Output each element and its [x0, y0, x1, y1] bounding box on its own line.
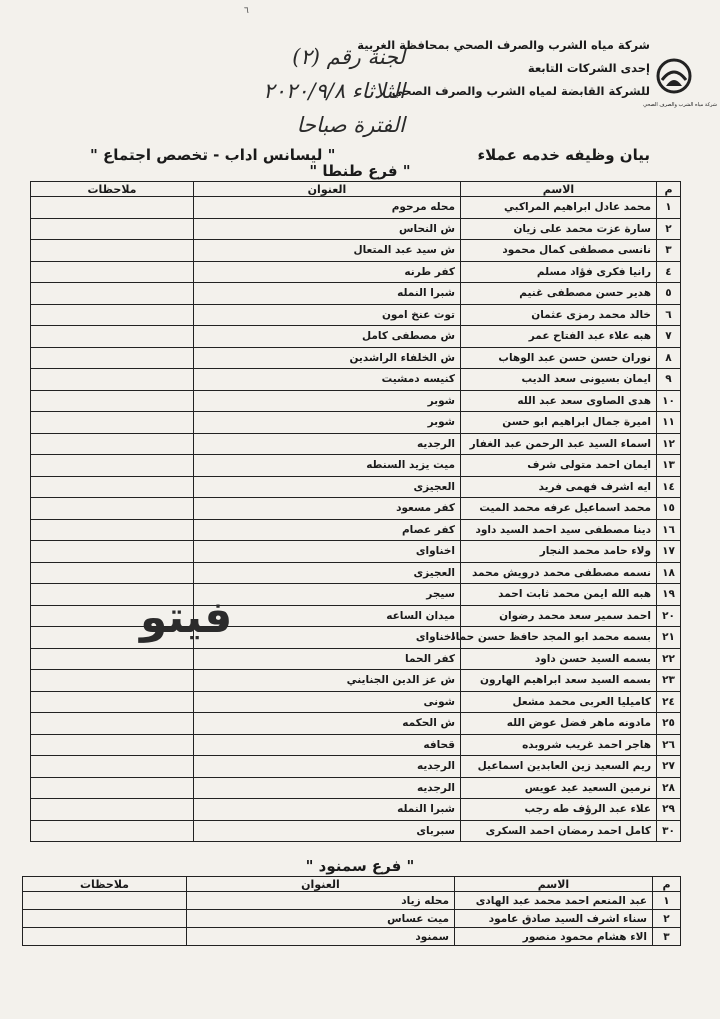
tanta-table-body [31, 197, 681, 842]
row-number: ١٠ [657, 390, 681, 412]
row-notes [31, 347, 194, 369]
header-notes: ملاحظات [23, 877, 187, 892]
row-name: سناء اشرف السيد صادق عامود [455, 910, 653, 928]
table-row [31, 519, 681, 541]
header-num: م [657, 182, 681, 197]
row-name: مادونه ماهر فضل عوض الله [461, 713, 657, 735]
row-number: ١٦ [657, 519, 681, 541]
row-notes [31, 369, 194, 391]
row-name: نسمه مصطفى محمد درويش محمد [461, 562, 657, 584]
row-name: محمد عادل ابراهيم المراكبي [461, 197, 657, 219]
branch-tanta-title: " فرع طنطا " [309, 162, 411, 180]
logo-text: شركة مياه الشرب والصرف الصحي [643, 102, 717, 108]
row-notes [31, 691, 194, 713]
row-address: اخناواى [194, 627, 461, 649]
row-number: ٩ [657, 369, 681, 391]
table-row [31, 562, 681, 584]
company-logo [643, 52, 717, 112]
row-address: ش الخلفاء الراشدين [194, 347, 461, 369]
samanoud-table-body [23, 892, 681, 946]
row-notes [31, 261, 194, 283]
handwritten-date: الثلاثاء ٢٠٢٠/٩/٨ [263, 79, 405, 103]
table-row [31, 455, 681, 477]
row-notes [31, 562, 194, 584]
table-row [31, 283, 681, 305]
row-name: اسماء السيد عبد الرحمن عبد الغفار [461, 433, 657, 455]
row-number: ٣ [657, 240, 681, 262]
org-line-2: إحدى الشركات التابعة [527, 61, 650, 75]
row-name: بسمه السيد سعد ابراهيم الهارون [461, 670, 657, 692]
tanta-table [30, 181, 681, 842]
row-number: ٢ [657, 218, 681, 240]
table-row [31, 347, 681, 369]
table-row [31, 670, 681, 692]
row-number: ١ [653, 892, 681, 910]
page-mark: ٦ [244, 6, 249, 16]
row-number: ٢٠ [657, 605, 681, 627]
row-number: ١٥ [657, 498, 681, 520]
row-number: ٢٥ [657, 713, 681, 735]
row-number: ١٧ [657, 541, 681, 563]
row-notes [31, 304, 194, 326]
table-row [31, 390, 681, 412]
row-notes [31, 390, 194, 412]
row-number: ١٤ [657, 476, 681, 498]
row-notes [31, 648, 194, 670]
row-number: ٢ [653, 910, 681, 928]
row-notes [23, 892, 187, 910]
row-name: علاء عبد الرؤف طه رجب [461, 799, 657, 821]
row-notes [31, 670, 194, 692]
row-number: ٢١ [657, 627, 681, 649]
row-name: هبه علاء عبد الفتاح عمر [461, 326, 657, 348]
row-name: هدى الصاوى سعد عبد الله [461, 390, 657, 412]
row-notes [23, 928, 187, 946]
row-number: ٥ [657, 283, 681, 305]
row-name: سارة عزت محمد على زيان [461, 218, 657, 240]
row-address: قحافه [194, 734, 461, 756]
row-address: شونى [194, 691, 461, 713]
row-name: دينا مصطفى سيد احمد السيد داود [461, 519, 657, 541]
org-line-1: شركة مياه الشرب والصرف الصحي بمحافظة الغربية [357, 38, 650, 52]
table-row [31, 476, 681, 498]
table-row [31, 218, 681, 240]
row-name: ايمان احمد متولى شرف [461, 455, 657, 477]
branch-samanoud-title: " فرع سمنود " [305, 857, 415, 875]
table-row [31, 433, 681, 455]
row-address: كفر عصام [194, 519, 461, 541]
handwritten-session: الفترة صباحا [296, 113, 405, 137]
row-address: سمنود [187, 928, 455, 946]
row-name: عبد المنعم احمد محمد عبد الهادى [455, 892, 653, 910]
row-number: ١١ [657, 412, 681, 434]
row-number: ١٣ [657, 455, 681, 477]
header-address: العنوان [194, 182, 461, 197]
table-row [31, 369, 681, 391]
row-notes [31, 476, 194, 498]
row-name: ريم السعيد زين العابدين اسماعيل [461, 756, 657, 778]
row-notes [31, 713, 194, 735]
row-name: هدير حسن مصطفى غنيم [461, 283, 657, 305]
row-name: كاميليا العربى محمد مشعل [461, 691, 657, 713]
row-number: ٢٣ [657, 670, 681, 692]
handwritten-note [175, 40, 405, 142]
row-address: الرجديه [194, 433, 461, 455]
row-number: ٢٧ [657, 756, 681, 778]
table-row [31, 584, 681, 606]
row-name: هاجر احمد غريب شروبده [461, 734, 657, 756]
row-number: ٧ [657, 326, 681, 348]
row-number: ١ [657, 197, 681, 219]
org-line-3: للشركة القابضة لمياه الشرب والصرف الصحي [391, 84, 650, 98]
table-header-row [31, 182, 681, 197]
row-number: ١٨ [657, 562, 681, 584]
row-address: شبرا النمله [194, 799, 461, 821]
row-notes [31, 820, 194, 842]
row-address: توت عنخ امون [194, 304, 461, 326]
table-row [31, 541, 681, 563]
title-qualification: " ليسانس اداب - تخصص اجتماع " [90, 146, 336, 164]
row-name: كامل احمد رمضان احمد السكرى [461, 820, 657, 842]
table-header-row [23, 877, 681, 892]
row-address: سبرباى [194, 820, 461, 842]
table-row [31, 648, 681, 670]
row-name: الاء هشام محمود منصور [455, 928, 653, 946]
logo-emblem-icon [643, 52, 717, 112]
row-notes [31, 433, 194, 455]
table-row [23, 928, 681, 946]
row-address: ميدان الساعه [194, 605, 461, 627]
table-row [31, 820, 681, 842]
row-notes [31, 412, 194, 434]
table-row [23, 910, 681, 928]
table-row [31, 498, 681, 520]
row-address: ش عز الدين الجنايني [194, 670, 461, 692]
row-address: ميت عساس [187, 910, 455, 928]
row-notes [31, 519, 194, 541]
row-notes [23, 910, 187, 928]
header-address: العنوان [187, 877, 455, 892]
row-number: ٣ [653, 928, 681, 946]
row-address: الرجديه [194, 777, 461, 799]
row-notes [31, 455, 194, 477]
table-row [31, 713, 681, 735]
row-name: بسمه محمد ابو المجد حافظ حسن حماد [461, 627, 657, 649]
row-number: ٣٠ [657, 820, 681, 842]
header-name: الاسم [455, 877, 653, 892]
row-address: كنيسه دمشيت [194, 369, 461, 391]
row-address: ش مصطفى كامل [194, 326, 461, 348]
header-name: الاسم [461, 182, 657, 197]
row-name: نانسى مصطفى كمال محمود [461, 240, 657, 262]
row-name: ولاء حامد محمد النجار [461, 541, 657, 563]
watermark-logo [140, 592, 232, 643]
row-number: ٢٦ [657, 734, 681, 756]
row-number: ٨ [657, 347, 681, 369]
watermark-text: فيتو [140, 592, 233, 643]
row-address: محله زياد [187, 892, 455, 910]
row-number: ١٩ [657, 584, 681, 606]
row-address: سيجر [194, 584, 461, 606]
row-address: ش النحاس [194, 218, 461, 240]
row-name: هبه الله ايمن محمد ثابت احمد [461, 584, 657, 606]
row-address: شبرا النمله [194, 283, 461, 305]
row-number: ٢٤ [657, 691, 681, 713]
header-num: م [653, 877, 681, 892]
row-address: العجيزى [194, 476, 461, 498]
row-number: ٢٨ [657, 777, 681, 799]
title-job: بيان وظيفه خدمه عملاء [477, 146, 650, 164]
row-name: ايه اشرف فهمى فريد [461, 476, 657, 498]
table-row [31, 261, 681, 283]
row-name: رانيا فكرى فؤاد مسلم [461, 261, 657, 283]
row-name: نرمين السعيد عيد عويس [461, 777, 657, 799]
row-number: ٤ [657, 261, 681, 283]
row-number: ٢٢ [657, 648, 681, 670]
row-address: كفر مسعود [194, 498, 461, 520]
row-number: ٦ [657, 304, 681, 326]
row-notes [31, 498, 194, 520]
row-notes [31, 326, 194, 348]
row-name: خالد محمد رمزى عثمان [461, 304, 657, 326]
row-notes [31, 197, 194, 219]
table-row [23, 892, 681, 910]
row-notes [31, 240, 194, 262]
row-address: ميت يزيد السنطه [194, 455, 461, 477]
row-number: ٢٩ [657, 799, 681, 821]
table-row [31, 777, 681, 799]
table-row [31, 605, 681, 627]
row-address: اخناواى [194, 541, 461, 563]
row-number: ١٢ [657, 433, 681, 455]
table-row [31, 799, 681, 821]
table-row [31, 756, 681, 778]
row-notes [31, 756, 194, 778]
row-address: العجيزى [194, 562, 461, 584]
handwritten-committee: لجنة رقم (٢) [292, 45, 405, 69]
row-notes [31, 734, 194, 756]
row-notes [31, 541, 194, 563]
row-address: كفر الحما [194, 648, 461, 670]
row-notes [31, 777, 194, 799]
samanoud-table [22, 876, 681, 946]
row-name: احمد سمير سعد محمد رضوان [461, 605, 657, 627]
table-row [31, 326, 681, 348]
table-row [31, 240, 681, 262]
row-name: اميرة جمال ابراهيم ابو حسن [461, 412, 657, 434]
row-notes [31, 799, 194, 821]
header-notes: ملاحظات [31, 182, 194, 197]
row-name: بسمه السيد حسن داود [461, 648, 657, 670]
row-name: نوران حسن حسن عبد الوهاب [461, 347, 657, 369]
row-notes [31, 283, 194, 305]
table-row [31, 304, 681, 326]
row-address: ش سيد عبد المتعال [194, 240, 461, 262]
row-address: ش الحكمه [194, 713, 461, 735]
table-row [31, 197, 681, 219]
table-row [31, 691, 681, 713]
row-name: محمد اسماعيل عرفه محمد الميت [461, 498, 657, 520]
table-row [31, 734, 681, 756]
row-address: شوبر [194, 390, 461, 412]
row-address: محله مرحوم [194, 197, 461, 219]
row-notes [31, 218, 194, 240]
row-address: الرجديه [194, 756, 461, 778]
table-row [31, 412, 681, 434]
row-address: كفر طرنه [194, 261, 461, 283]
row-address: شوبر [194, 412, 461, 434]
row-name: ايمان بسيونى سعد الديب [461, 369, 657, 391]
table-row [31, 627, 681, 649]
